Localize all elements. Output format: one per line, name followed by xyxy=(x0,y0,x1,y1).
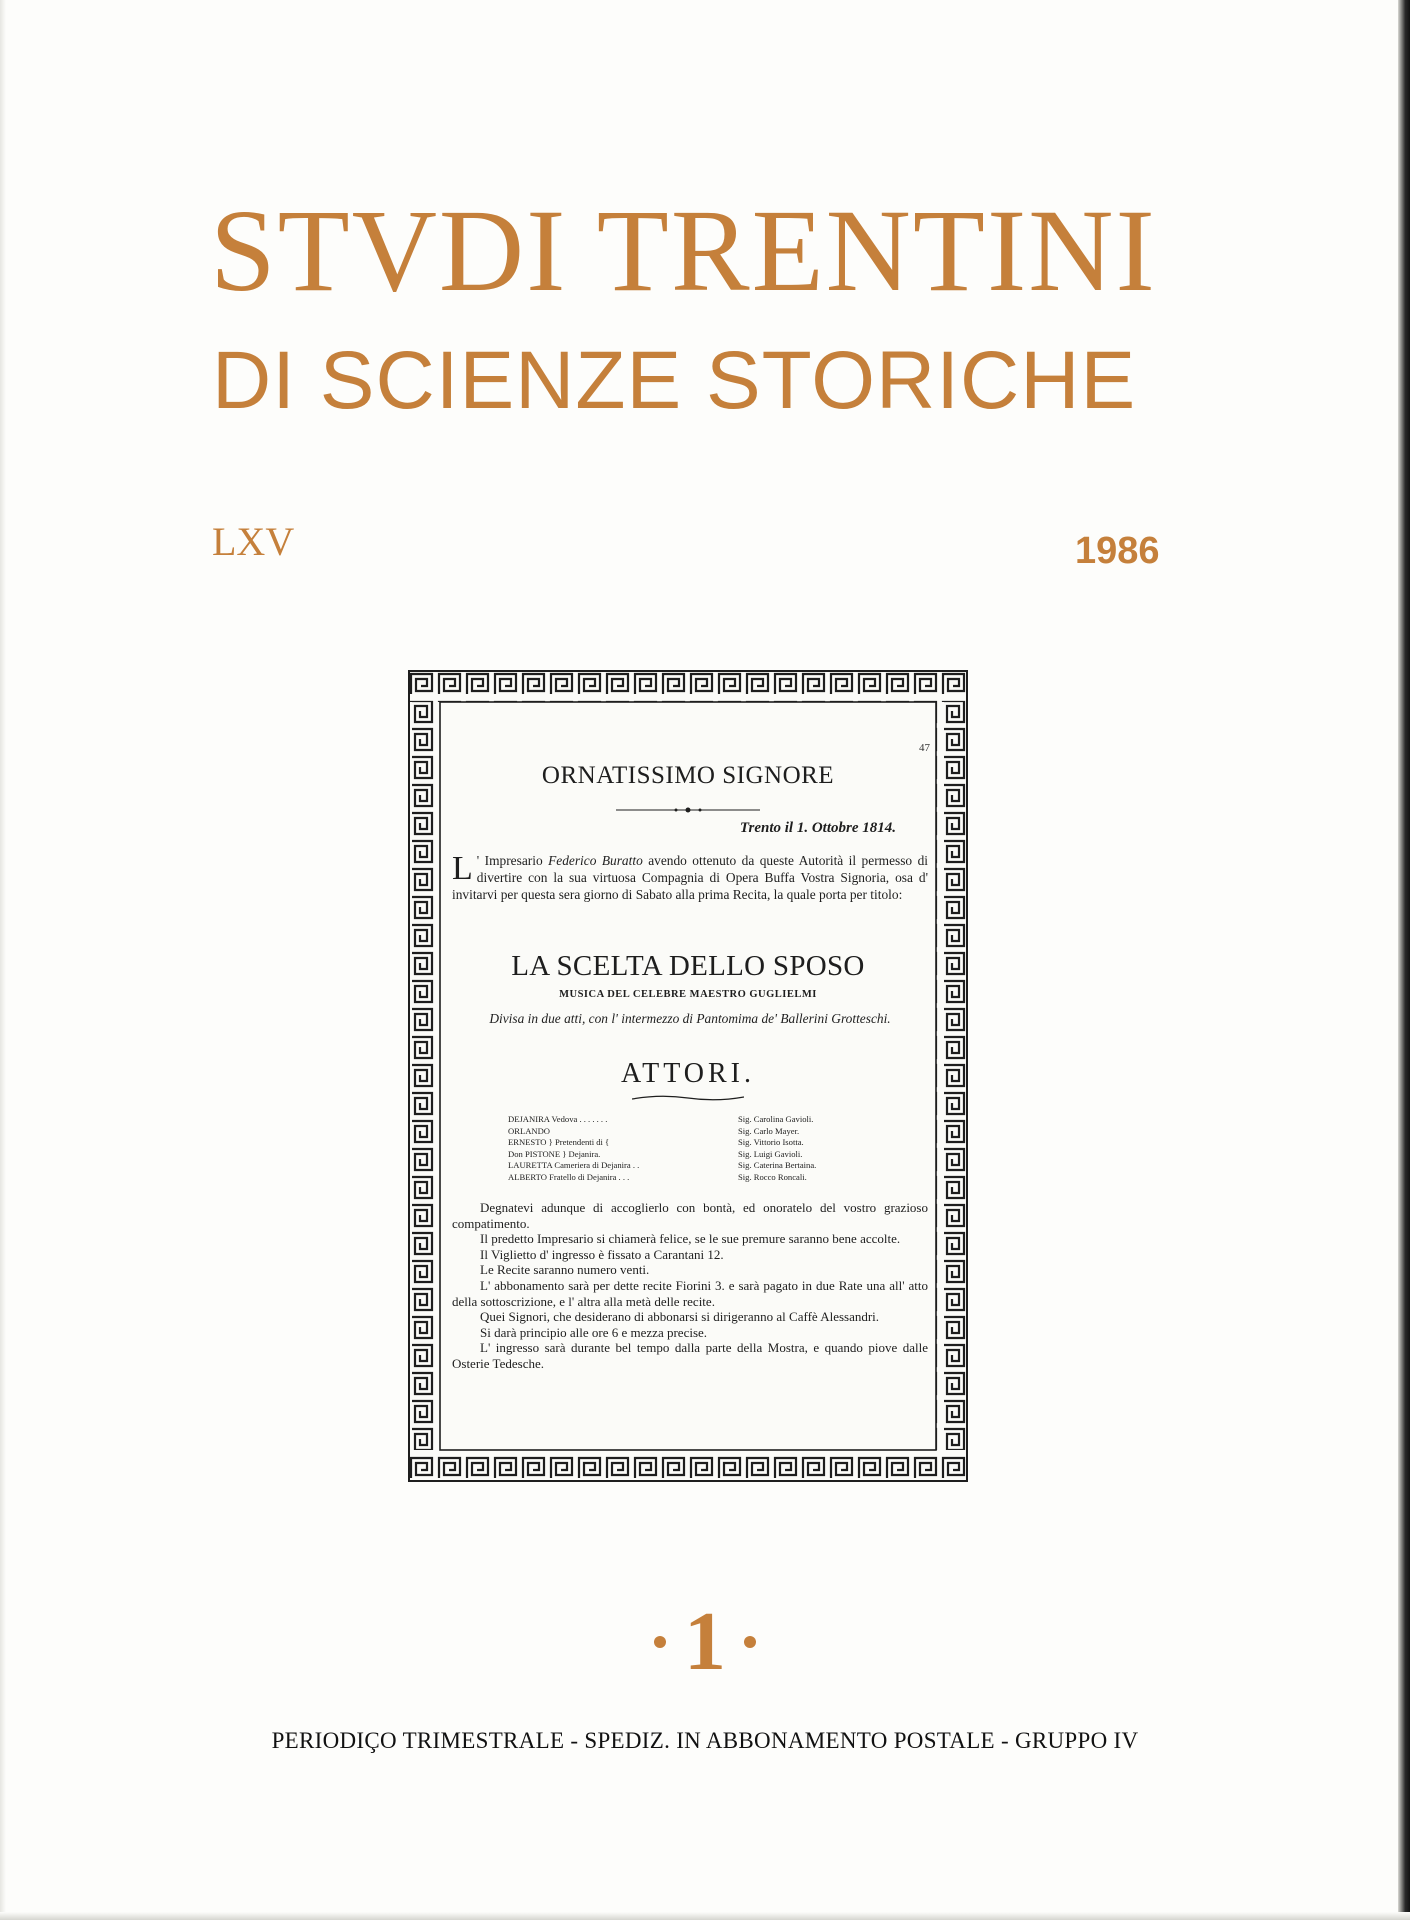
cast-row xyxy=(508,1172,868,1184)
playbill-heading: ORNATISSIMO SIGNORE xyxy=(541,762,835,789)
intro-text-a: ' Impresario xyxy=(476,853,549,868)
notice-paragraph: Il predetto Impresario si chiamerà felice, se le sue premure saranno bene accolte. xyxy=(480,1231,901,1247)
impresario-name: Federico Buratto xyxy=(548,853,643,868)
opera-title: LA SCELTA DELLO SPOSO xyxy=(511,950,865,982)
cast-actor: Sig. Vittorio Isotta. xyxy=(738,1137,804,1148)
journal-title-line2: DI SCIENZE STORICHE xyxy=(212,335,1137,426)
notice-paragraph: Il Viglietto d' ingresso è fissato a Carantani 12. xyxy=(480,1246,724,1262)
ornament-rule-icon xyxy=(616,806,760,814)
postal-footer: PERIODIÇO TRIMESTRALE - SPEDIZ. IN ABBONAMENTO POSTALE - GRUPPO IV xyxy=(271,1728,1139,1753)
cast-role: DEJANIRA Vedova . . . . . . . xyxy=(508,1114,608,1124)
playbill-date: Trento il 1. Ottobre 1814. xyxy=(739,820,896,836)
publication-year: 1986 xyxy=(1075,530,1160,572)
cast-row xyxy=(508,1126,868,1138)
swash-rule-icon xyxy=(632,1094,744,1102)
scan-edge-bottom xyxy=(0,1912,1410,1920)
bullet-dot-icon xyxy=(744,1636,756,1648)
playbill-notices xyxy=(452,1200,928,1372)
cast-role: Don PISTONE } Dejanira. xyxy=(508,1148,601,1159)
cast-actor: Sig. Rocco Roncali. xyxy=(738,1171,807,1182)
cast-role: LAURETTA Cameriera di Dejanira . . xyxy=(508,1160,640,1171)
archive-note: 47 xyxy=(919,742,930,754)
notice-paragraph: Si darà principio alle ore 6 e mezza precise. xyxy=(480,1324,708,1340)
bullet-dot-icon xyxy=(654,1636,666,1648)
cast-list xyxy=(508,1114,868,1184)
cast-actor: Sig. Carlo Mayer. xyxy=(738,1125,800,1136)
intro-text-b: avendo ottenuto da queste Autorità il permesso di divertire con la sua virtuosa Compagnia di Opera Buffa Vostra Signoria, osa d' invitarvi per questa sera giorno di Sabato alla prima Recita, la quale porta per titolo: xyxy=(452,853,928,902)
issue-marker xyxy=(0,1595,1410,1688)
volume-number: LXV xyxy=(212,519,295,564)
notice-paragraph: L' abbonamento sarà per dette recite Fiorini 3. e sarà pagato in due Rate una all' atto della sottoscrizione, e l' altra alla metà delle recite. xyxy=(452,1277,928,1309)
drop-cap: L xyxy=(452,850,473,887)
cast-row xyxy=(508,1114,868,1126)
acts-description: Divisa in due atti, con l' intermezzo di Pantomima de' Ballerini Grotteschi. xyxy=(489,1011,891,1026)
cast-actor: Sig. Carolina Gavioli. xyxy=(738,1114,814,1124)
cast-row xyxy=(508,1149,868,1161)
cast-row xyxy=(508,1160,868,1172)
cast-role: ORLANDO xyxy=(508,1125,551,1136)
composer-line: MUSICA DEL CELEBRE MAESTRO GUGLIELMI xyxy=(559,989,817,1000)
notice-paragraph: Degnatevi adunque di accoglierlo con bontà, ed onoratelo del vostro grazioso compatimento. xyxy=(452,1200,928,1231)
journal-title-line1: STVDI TRENTINI xyxy=(210,185,1157,316)
notice-paragraph: Quei Signori, che desiderano di abbonarsi si dirigeranno al Caffè Alessandri. xyxy=(480,1309,880,1325)
issue-number: 1 xyxy=(684,1595,726,1688)
cast-role: ALBERTO Fratello di Dejanira . . . xyxy=(508,1171,630,1182)
playbill-content xyxy=(444,706,932,1446)
cast-actor: Sig. Caterina Bertaina. xyxy=(738,1160,817,1171)
notice-paragraph: L' ingresso sarà durante bel tempo dalla parte della Mostra, e quando piove dalle Osterie Tedesche. xyxy=(452,1340,928,1371)
cast-actor: Sig. Luigi Gavioli. xyxy=(738,1148,803,1159)
notice-paragraph: Le Recite saranno numero venti. xyxy=(480,1262,650,1278)
cast-heading: ATTORI. xyxy=(620,1058,756,1089)
playbill-intro xyxy=(452,852,928,903)
cast-row xyxy=(508,1137,868,1149)
playbill-illustration xyxy=(408,670,968,1482)
cast-role: ERNESTO } Pretendenti di { xyxy=(508,1137,610,1148)
